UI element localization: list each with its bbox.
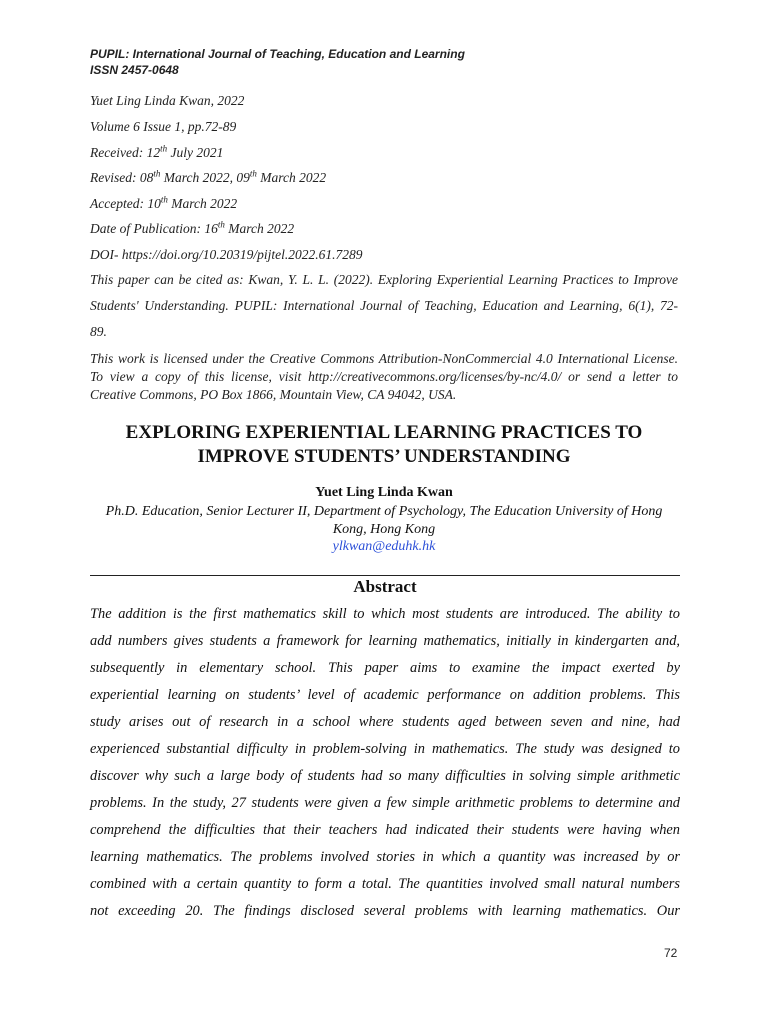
citation-line: 89. bbox=[90, 324, 107, 339]
abstract-line: add numbers gives students a framework for learning mathematics, initially in kindergarten and, bbox=[90, 633, 680, 649]
abstract-line: problems. In the study, 27 students were given a few simple arithmetic problems to determine and bbox=[90, 795, 680, 811]
abstract-line: discover why such a large body of students had so many difficulties in solving simple arithmetic bbox=[90, 768, 680, 784]
abstract-line: subsequently in elementary school. This paper aims to examine the impact exerted by bbox=[90, 660, 680, 676]
author-year: Yuet Ling Linda Kwan, 2022 bbox=[90, 93, 245, 108]
citation-line: Students' Understanding. PUPIL: International Journal of Teaching, Education and Learning, 6(1), 72- bbox=[90, 298, 678, 313]
abstract-line: experiential learning on students’ level of academic performance on addition problems. This bbox=[90, 687, 680, 703]
abstract-heading: Abstract bbox=[353, 577, 417, 596]
abstract-line: not exceeding 20. The findings disclosed several problems with learning mathematics. Our bbox=[90, 903, 680, 919]
author-affiliation: Ph.D. Education, Senior Lecturer II, Department of Psychology, The Education University of Hong Kong, Hong Kong bbox=[105, 504, 663, 537]
author-name: Yuet Ling Linda Kwan bbox=[315, 485, 453, 500]
publication-date: Date of Publication: 16th March 2022 bbox=[90, 219, 295, 236]
received-date: Received: 12th July 2021 bbox=[90, 143, 224, 160]
accepted-date: Accepted: 10th March 2022 bbox=[90, 194, 238, 211]
citation-line: This paper can be cited as: Kwan, Y. L. L. (2022). Exploring Experiential Learning Practices to Improve bbox=[90, 272, 678, 287]
abstract-line: combined with a certain quantity to form a total. The quantities involved small natural numbers bbox=[90, 876, 680, 892]
volume-info: Volume 6 Issue 1, pp.72-89 bbox=[90, 119, 237, 134]
divider bbox=[90, 575, 680, 576]
issn: ISSN 2457-0648 bbox=[90, 63, 179, 77]
paper-title-line: EXPLORING EXPERIENTIAL LEARNING PRACTICES TO bbox=[125, 422, 643, 443]
abstract-line: study arises out of research in a school where students aged between seven and nine, had bbox=[90, 714, 680, 730]
author-email[interactable]: ylkwan@eduhk.hk bbox=[332, 539, 436, 554]
license-notice: This work is licensed under the Creative Commons Attribution-NonCommercial 4.0 International License. To view a copy of this license, visit http://creativecommons.org/licenses/by-nc/4.0/ or send a letter to Creative Commons, PO Box 1866, Mountain View, CA 94042, USA. bbox=[90, 351, 678, 402]
revised-date: Revised: 08th March 2022, 09th March 2022 bbox=[90, 168, 327, 185]
abstract-line: experienced substantial difficulty in problem-solving in mathematics. The study was designed to bbox=[90, 741, 680, 757]
page-number: 72 bbox=[664, 946, 678, 960]
abstract-line: The addition is the first mathematics skill to which most students are introduced. The ability to bbox=[90, 606, 680, 622]
paper-title-line: IMPROVE STUDENTS’ UNDERSTANDING bbox=[197, 446, 571, 467]
abstract-line: comprehend the difficulties that their teachers had indicated their students were having when bbox=[90, 822, 680, 838]
journal-header: PUPIL: International Journal of Teaching, Education and Learning bbox=[90, 47, 465, 61]
abstract-line: learning mathematics. The problems involved stories in which a quantity was increased by or bbox=[90, 849, 680, 865]
doi[interactable]: DOI- https://doi.org/10.20319/pijtel.2022.61.7289 bbox=[90, 247, 363, 262]
